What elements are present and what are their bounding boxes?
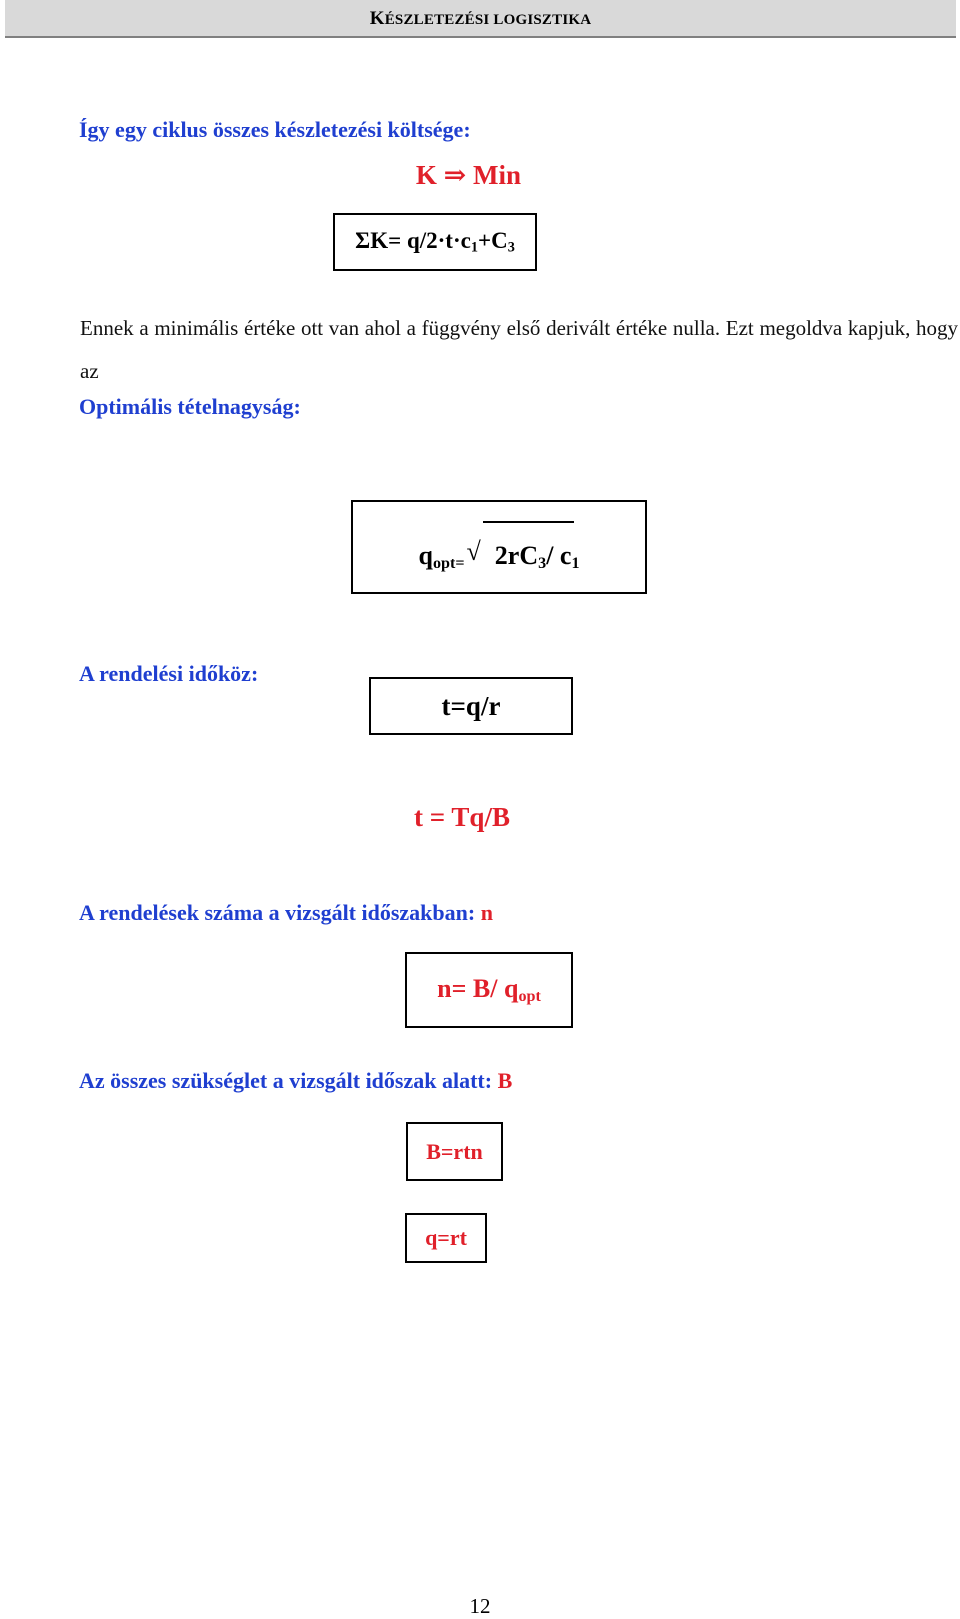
- total-demand-variable: B: [497, 1068, 513, 1093]
- heading-total-cost: Így egy ciklus összes készletezési költsége:: [79, 117, 471, 142]
- lot-size-formula: q=rt: [425, 1225, 467, 1250]
- qopt-formula: $q_{opt=}√$ $2rC_3/$ $c_1$: [418, 541, 579, 573]
- objective-formula: K ⇒ Min: [415, 160, 522, 190]
- order-count-variable: n: [480, 900, 493, 925]
- total-cost-formula-box: [333, 213, 537, 271]
- lot-size-formula-box: [405, 1213, 487, 1263]
- sqrt-sign: √: [466, 536, 481, 566]
- qopt-formula-box: [351, 500, 647, 594]
- page-number: 12: [469, 1594, 491, 1618]
- total-cost-formula: $\Sigma K= q/2\cdot t\cdot c_1+C_3$: [355, 227, 515, 256]
- total-demand-formula-box: [406, 1122, 503, 1181]
- heading-order-count: A rendelések száma a vizsgált időszakban: n: [79, 900, 493, 925]
- header-title: ÉSZLETEZÉSI LOGISZTIKA: [384, 12, 592, 28]
- order-interval-formula-red: t = Tq/B: [414, 802, 510, 832]
- order-count-formula-box: [405, 952, 573, 1028]
- heading-total-demand: Az összes szükséglet a vizsgált időszak alatt: B: [79, 1068, 513, 1093]
- header-cap: K: [369, 8, 385, 29]
- explanation-paragraph: Ennek a minimális értéke ott van ahol a függvény első derivált értéke nulla. Ezt megoldva kapjuk, hogy az: [80, 316, 958, 383]
- heading-optimal-lot-size: Optimális tételnagyság:: [79, 394, 301, 419]
- heading-order-interval: A rendelési időköz:: [79, 661, 259, 686]
- total-demand-formula: B=rtn: [426, 1138, 483, 1164]
- order-count-formula: n= B/ $q_{opt}$: [437, 973, 541, 1005]
- order-interval-formula-box: [369, 677, 573, 735]
- sqrt-radicand: $2rC_3/$ $c_1$: [495, 541, 580, 570]
- running-header: [5, 0, 956, 38]
- order-interval-formula: t=q/r: [441, 690, 501, 721]
